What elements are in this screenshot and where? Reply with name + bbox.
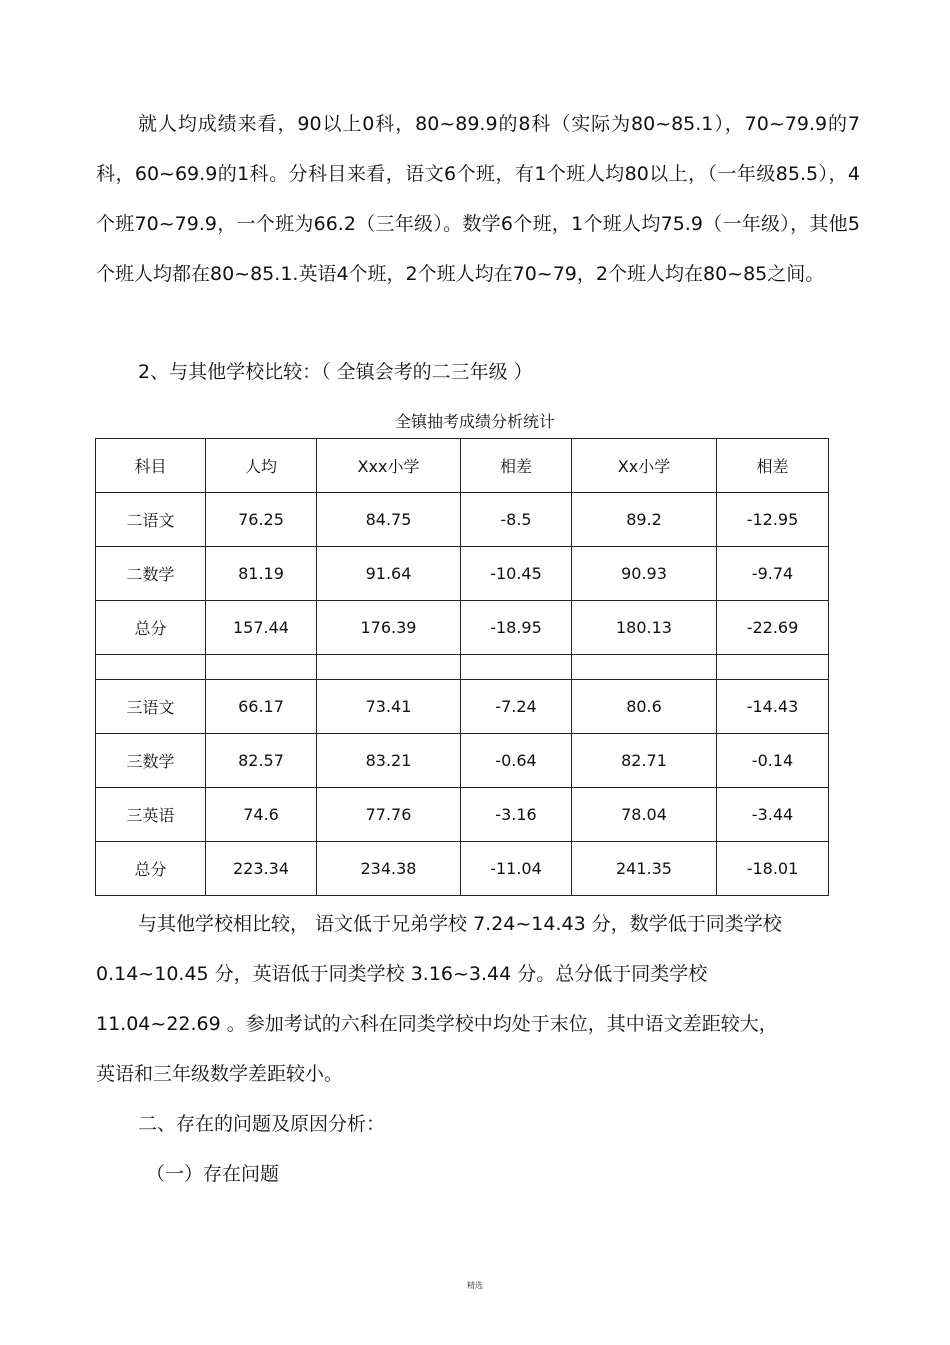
- table-cell: 74.6: [206, 788, 317, 842]
- table-row: [96, 493, 829, 547]
- table-row: [96, 734, 829, 788]
- table-caption: 全镇抽考成绩分析统计: [394, 412, 555, 431]
- empty-cell: [717, 655, 829, 680]
- table-cell: -3.16: [461, 788, 572, 842]
- table-cell: -3.44: [717, 788, 829, 842]
- table-cell: 总分: [96, 842, 206, 896]
- table-cell: 76.25: [206, 493, 317, 547]
- header-school-b: Xx小学: [572, 439, 717, 493]
- table-row: [96, 547, 829, 601]
- table-cell: -7.24: [461, 680, 572, 734]
- header-school-a: Xxx小学: [317, 439, 461, 493]
- table-cell: -8.5: [461, 493, 572, 547]
- header-diff-a: 相差: [461, 439, 572, 493]
- table-cell: -22.69: [717, 601, 829, 655]
- table-cell: 82.57: [206, 734, 317, 788]
- header-average: 人均: [206, 439, 317, 493]
- conclusion-line-2: 0.14~10.45 分，英语低于同类学校 3.16~3.44 分。总分低于同类学校: [96, 963, 708, 985]
- table-cell: 91.64: [317, 547, 461, 601]
- table-cell: 77.76: [317, 788, 461, 842]
- conclusion-line-1: 与其他学校相比较， 语文低于兄弟学校 7.24~14.43 分，数学低于同类学校: [138, 913, 782, 935]
- header-diff-b: 相差: [717, 439, 829, 493]
- table-cell: -0.64: [461, 734, 572, 788]
- conclusion-line-4: 英语和三年级数学差距较小。: [96, 1063, 344, 1085]
- table-cell: 66.17: [206, 680, 317, 734]
- table-cell: 241.35: [572, 842, 717, 896]
- table-cell: 二语文: [96, 493, 206, 547]
- table-cell: -18.95: [461, 601, 572, 655]
- table-header-row: [96, 439, 829, 493]
- table-cell: 84.75: [317, 493, 461, 547]
- score-table: [95, 438, 829, 896]
- section-heading: 二、存在的问题及原因分析：: [138, 1113, 386, 1135]
- table-cell: 83.21: [317, 734, 461, 788]
- table-cell: 89.2: [572, 493, 717, 547]
- empty-cell: [572, 655, 717, 680]
- table-cell: -18.01: [717, 842, 829, 896]
- table-cell: -0.14: [717, 734, 829, 788]
- header-subject: 科目: [96, 439, 206, 493]
- empty-cell: [96, 655, 206, 680]
- table-cell: 234.38: [317, 842, 461, 896]
- table-row: [96, 601, 829, 655]
- table-row: [96, 680, 829, 734]
- table-row: [96, 842, 829, 896]
- empty-cell: [317, 655, 461, 680]
- page-footer: 精选: [467, 1281, 483, 1290]
- table-cell: 157.44: [206, 601, 317, 655]
- table-cell: 176.39: [317, 601, 461, 655]
- conclusion-line-3: 11.04~22.69 。参加考试的六科在同类学校中均处于末位，其中语文差距较大，: [96, 1013, 778, 1035]
- table-cell: -10.45: [461, 547, 572, 601]
- table-cell: 总分: [96, 601, 206, 655]
- comparison-heading: 2、与其他学校比较：（ 全镇会考的二三年级 ）: [138, 361, 533, 383]
- table-cell: 82.71: [572, 734, 717, 788]
- table-row: [96, 788, 829, 842]
- table-cell: 81.19: [206, 547, 317, 601]
- table-cell: -9.74: [717, 547, 829, 601]
- table-cell: 223.34: [206, 842, 317, 896]
- table-cell: 73.41: [317, 680, 461, 734]
- table-cell: 90.93: [572, 547, 717, 601]
- table-cell: 三语文: [96, 680, 206, 734]
- empty-cell: [206, 655, 317, 680]
- table-cell: -11.04: [461, 842, 572, 896]
- subsection-heading: （一）存在问题: [146, 1163, 280, 1185]
- table-cell: 三英语: [96, 788, 206, 842]
- table-cell: 180.13: [572, 601, 717, 655]
- table-cell: -12.95: [717, 493, 829, 547]
- table-cell: 二数学: [96, 547, 206, 601]
- table-cell: -14.43: [717, 680, 829, 734]
- table-cell: 78.04: [572, 788, 717, 842]
- summary-paragraph: 就人均成绩来看，90以上0科，80~89.9的8科（实际为80~85.1），70~79.9的7科，60~69.9的1科。分科目来看，语文6个班，有1个班人均80以上，（一年级85.5），4个班70~79.9，一个班为66.2（三年级）。数学6个班，1个班人均75.9（一年级），其他5个班人均都在80~85.1.英语4个班，2个班人均在70~79，2个班人均在80~85之间。: [96, 113, 860, 285]
- table-cell: 80.6: [572, 680, 717, 734]
- table-cell: 三数学: [96, 734, 206, 788]
- table-spacer-row: [96, 655, 829, 680]
- empty-cell: [461, 655, 572, 680]
